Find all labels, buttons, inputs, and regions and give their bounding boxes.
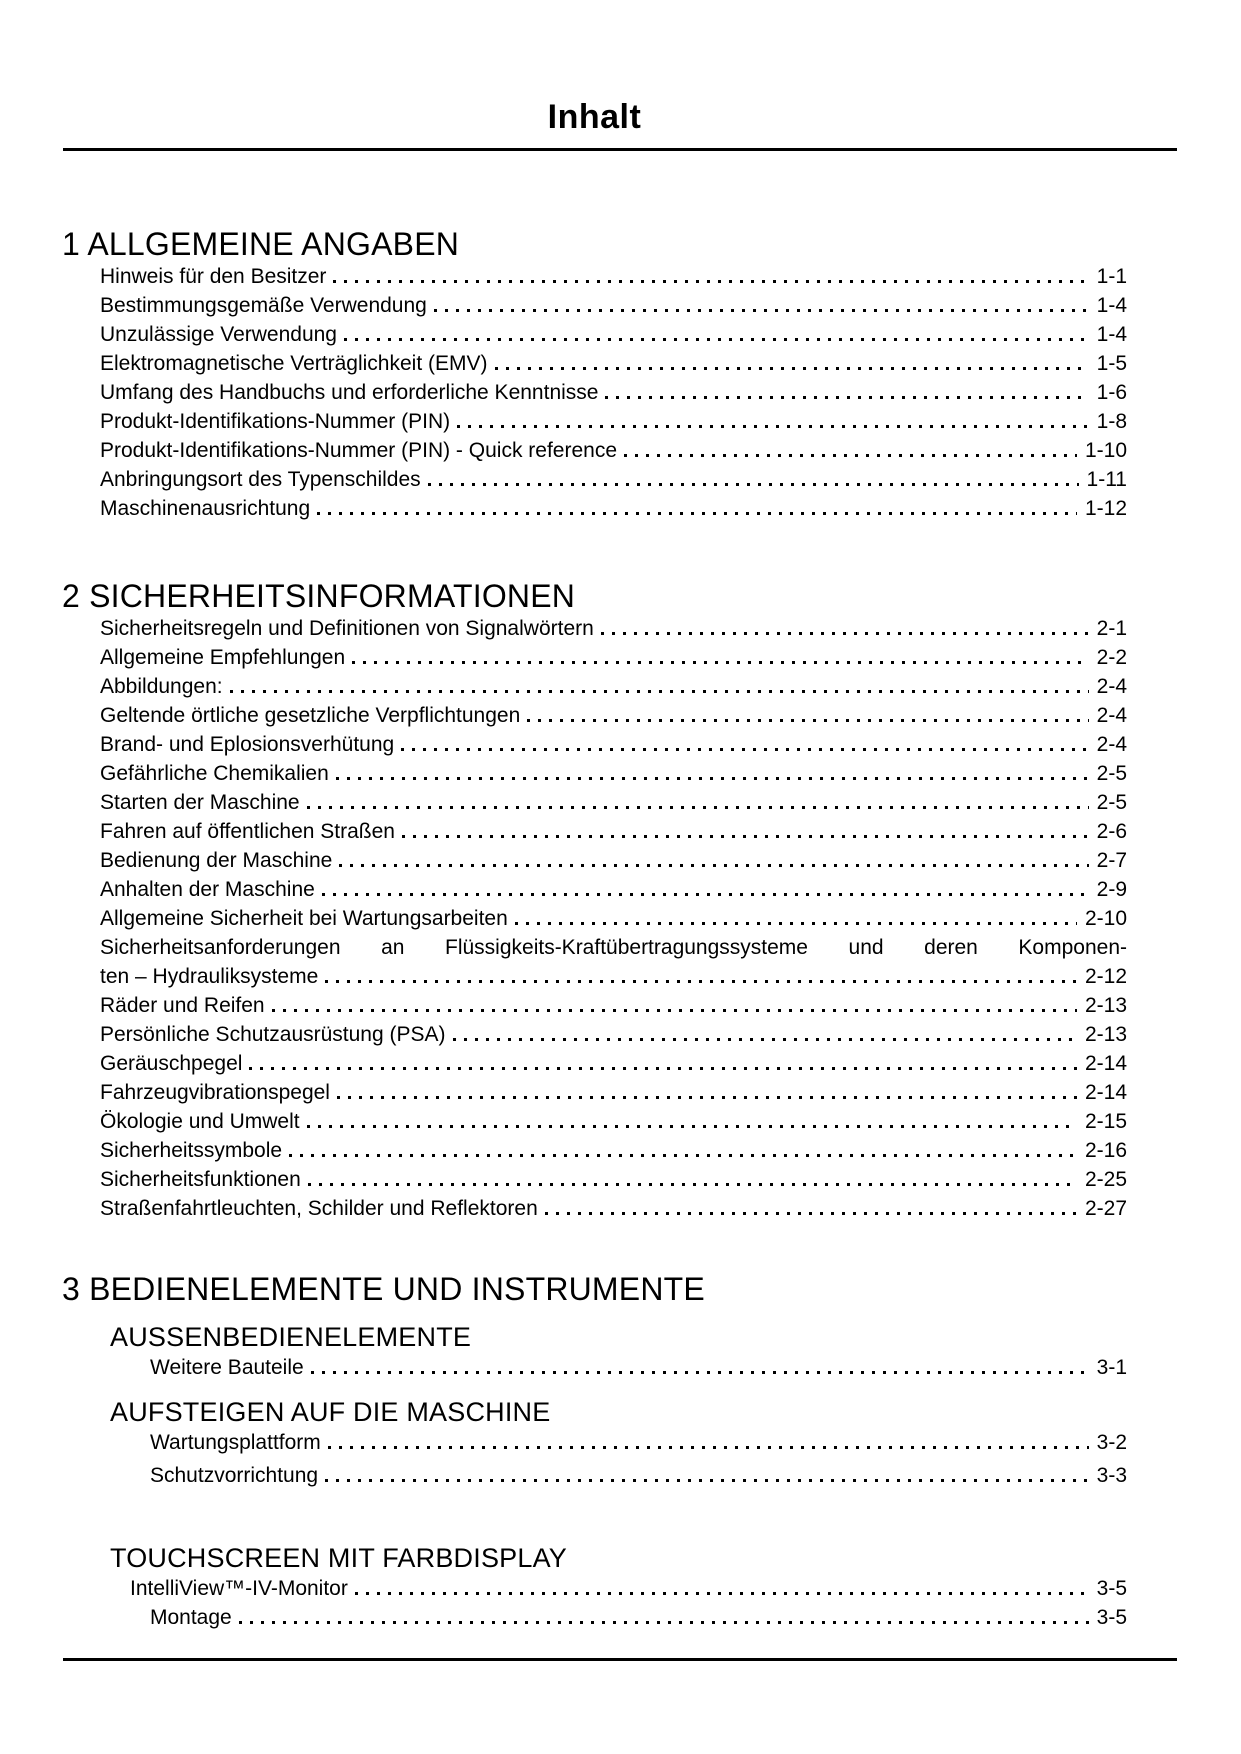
page-number: 2-13 [1084,994,1127,1017]
dot-leader-line [453,1038,1077,1041]
dot-leader-line [239,1621,1089,1624]
toc-entry [62,817,1127,846]
dot-leader-line [230,690,1089,693]
toc-entry-label: Abbildungen: [100,675,223,698]
toc-entry-label: Produkt-Identifikations-Nummer (PIN) - Quick reference [100,439,617,462]
toc-entry [62,1049,1127,1078]
toc-entry-label: Umfang des Handbuchs und erforderliche Kenntnisse [100,381,599,404]
chapter-number: 2 [62,578,80,614]
toc-entry-label: Weitere Bauteile [150,1356,304,1379]
chapter-section [62,578,1127,1223]
toc-entry-label: IntelliView™-IV-Monitor [130,1577,348,1600]
toc-entry [62,904,1127,933]
dot-leader-line [337,1096,1077,1099]
toc-entry [62,262,1127,291]
page-number: 2-1 [1096,617,1127,640]
toc-entry [62,494,1127,523]
page-number: 2-4 [1096,675,1127,698]
toc-entry [62,349,1127,378]
toc-content [62,96,1127,1632]
toc-entry-label: Sicherheitsfunktionen [100,1168,301,1191]
toc-entry-label: Ökologie und Umwelt [100,1110,300,1133]
page-number: 1-11 [1086,468,1127,491]
page-number: 2-6 [1096,820,1127,843]
dot-leader-line [333,280,1088,283]
page-number: 1-8 [1096,410,1127,433]
toc-entry-label: Straßenfahrtleuchten, Schilder und Reflektoren [100,1197,538,1220]
toc-entry [62,672,1127,701]
page-number: 2-4 [1096,704,1127,727]
toc-entry-label: Schutzvorrichtung [150,1464,319,1487]
page-number: 2-14 [1084,1081,1127,1104]
dot-leader-line [289,1154,1077,1157]
dot-leader-line [545,1212,1077,1215]
toc-entry [62,378,1127,407]
page-number: 1-10 [1084,439,1127,462]
toc-entry [62,788,1127,817]
chapter-title: ALLGEMEINE ANGABEN [87,226,460,262]
toc-entry [62,1461,1127,1490]
toc-entry [62,1078,1127,1107]
toc-entry-label: Sicherheitssymbole [100,1139,283,1162]
page-number: 1-5 [1096,352,1127,375]
toc-entry [62,643,1127,672]
page-number: 2-9 [1096,878,1127,901]
chapter-number: 1 [62,226,80,262]
page-number: 2-15 [1084,1110,1127,1133]
toc-entry [62,1428,1127,1457]
page-number: 2-4 [1096,733,1127,756]
page-number: 2-5 [1096,791,1127,814]
dot-leader-line [605,396,1088,399]
toc-entry [62,730,1127,759]
chapter-title: BEDIENELEMENTE UND INSTRUMENTE [89,1271,705,1307]
chapter-section [62,226,1127,523]
dot-leader-line [339,864,1088,867]
toc-entry-label: Bedienung der Maschine [100,849,333,872]
toc-entry-label: Elektromagnetische Verträglichkeit (EMV) [100,352,488,375]
toc-entry [62,407,1127,436]
toc-entry [62,759,1127,788]
page-number: 2-7 [1096,849,1127,872]
dot-leader-line [249,1067,1077,1070]
chapter-heading [62,578,1127,614]
toc-entry-label: Persönliche Schutzausrüstung (PSA) [100,1023,446,1046]
toc-sections [62,226,1127,1632]
subsection [62,1396,1127,1490]
toc-entry [62,1107,1127,1136]
dot-leader-line [307,1125,1077,1128]
toc-entry-label: Montage [150,1606,232,1629]
dot-leader-line [322,893,1089,896]
page-number: 1-4 [1096,323,1127,346]
toc-entry-label: ten – Hydrauliksysteme [100,965,319,988]
toc-entry-label: Sicherheitsregeln und Definitionen von Signalwörtern [100,617,594,640]
dot-leader-line [317,512,1077,515]
toc-entry [62,846,1127,875]
toc-entry-label: Maschinenausrichtung [100,497,311,520]
chapter-section [62,1271,1127,1632]
toc-entry [62,962,1127,991]
dot-leader-line [325,980,1077,983]
page-number: 3-5 [1096,1577,1127,1600]
page-number: 2-14 [1084,1052,1127,1075]
toc-entry-label: Starten der Maschine [100,791,300,814]
toc-entry-label: Fahrzeugvibrationspegel [100,1081,330,1104]
toc-entry-label: Bestimmungsgemäße Verwendung [100,294,427,317]
dot-leader-line [428,483,1079,486]
toc-entry-label: Räder und Reifen [100,994,265,1017]
dot-leader-line [325,1479,1089,1482]
toc-entry-label: Fahren auf öffentlichen Straßen [100,820,395,843]
dot-leader-line [495,367,1089,370]
page-number: 2-2 [1096,646,1127,669]
dot-leader-line [401,748,1088,751]
page-number: 2-16 [1084,1139,1127,1162]
chapter-title: SICHERHEITSINFORMATIONEN [89,578,576,614]
page-number: 2-12 [1084,965,1127,988]
toc-entry [62,436,1127,465]
toc-entry [62,614,1127,643]
page-number: 1-12 [1084,497,1127,520]
toc-entry [62,1165,1127,1194]
bottom-divider [63,1658,1177,1661]
page-number: 1-6 [1096,381,1127,404]
subsection-heading: AUSSENBEDIENELEMENTE [110,1322,472,1352]
page-number: 1-1 [1096,265,1127,288]
toc-entry [62,1603,1127,1632]
dot-leader-line [624,454,1077,457]
chapter-number: 3 [62,1271,80,1307]
chapter-heading [62,1271,1127,1307]
toc-entry-label: Allgemeine Sicherheit bei Wartungsarbeiten [100,907,508,930]
subsection-heading: TOUCHSCREEN MIT FARBDISPLAY [110,1543,567,1573]
page-number: 2-25 [1084,1168,1127,1191]
toc-entry-wrap-line: Sicherheitsanforderungen an Flüssigkeits-Kraftübertragungssysteme und deren Komponen- [100,936,1127,959]
toc-entry [62,1574,1127,1603]
toc-entry-label: Anhalten der Maschine [100,878,315,901]
chapter-heading [62,226,1127,262]
toc-entry-label: Produkt-Identifikations-Nummer (PIN) [100,410,451,433]
toc-entry [62,320,1127,349]
dot-leader-line [515,922,1077,925]
toc-entry [62,875,1127,904]
dot-leader-line [336,777,1089,780]
toc-entry-label: Anbringungsort des Typenschildes [100,468,421,491]
top-divider [63,148,1177,151]
page-number: 3-5 [1096,1606,1127,1629]
dot-leader-line [344,338,1089,341]
dot-leader-line [308,1183,1077,1186]
dot-leader-line [601,632,1089,635]
page-number: 3-1 [1096,1356,1127,1379]
toc-entry-label: Hinweis für den Besitzer [100,265,327,288]
dot-leader-line [311,1371,1089,1374]
subsection-heading: AUFSTEIGEN AUF DIE MASCHINE [110,1397,551,1427]
toc-entry-label: Allgemeine Empfehlungen [100,646,346,669]
toc-entry [62,701,1127,730]
dot-leader-line [402,835,1089,838]
toc-entry [62,291,1127,320]
toc-entry-label: Geltende örtliche gesetzliche Verpflichtungen [100,704,521,727]
dot-leader-line [307,806,1089,809]
toc-entry [62,465,1127,494]
toc-entry [62,1194,1127,1223]
dot-leader-line [355,1592,1089,1595]
dot-leader-line [272,1009,1077,1012]
toc-entry-label: Unzulässige Verwendung [100,323,337,346]
dot-leader-line [328,1446,1089,1449]
page-number: 3-3 [1096,1464,1127,1487]
dot-leader-line [352,661,1088,664]
page-title: Inhalt [547,98,642,136]
page-number: 3-2 [1096,1431,1127,1454]
toc-entry [62,1136,1127,1165]
toc-entry-label: Geräuschpegel [100,1052,243,1075]
toc-entry [62,1020,1127,1049]
page-number: 2-27 [1084,1197,1127,1220]
page-number: 2-13 [1084,1023,1127,1046]
toc-entry-label: Gefährliche Chemikalien [100,762,329,785]
toc-entry [62,991,1127,1020]
dot-leader-line [527,719,1088,722]
subsection [62,1321,1127,1382]
page-number: 2-10 [1084,907,1127,930]
toc-entry [62,1353,1127,1382]
page-number: 1-4 [1096,294,1127,317]
toc-entry-label: Brand- und Eplosionsverhütung [100,733,395,756]
dot-leader-line [434,309,1089,312]
dot-leader-line [457,425,1089,428]
page-number: 2-5 [1096,762,1127,785]
subsection [62,1542,1127,1632]
toc-entry-label: Wartungsplattform [150,1431,321,1454]
